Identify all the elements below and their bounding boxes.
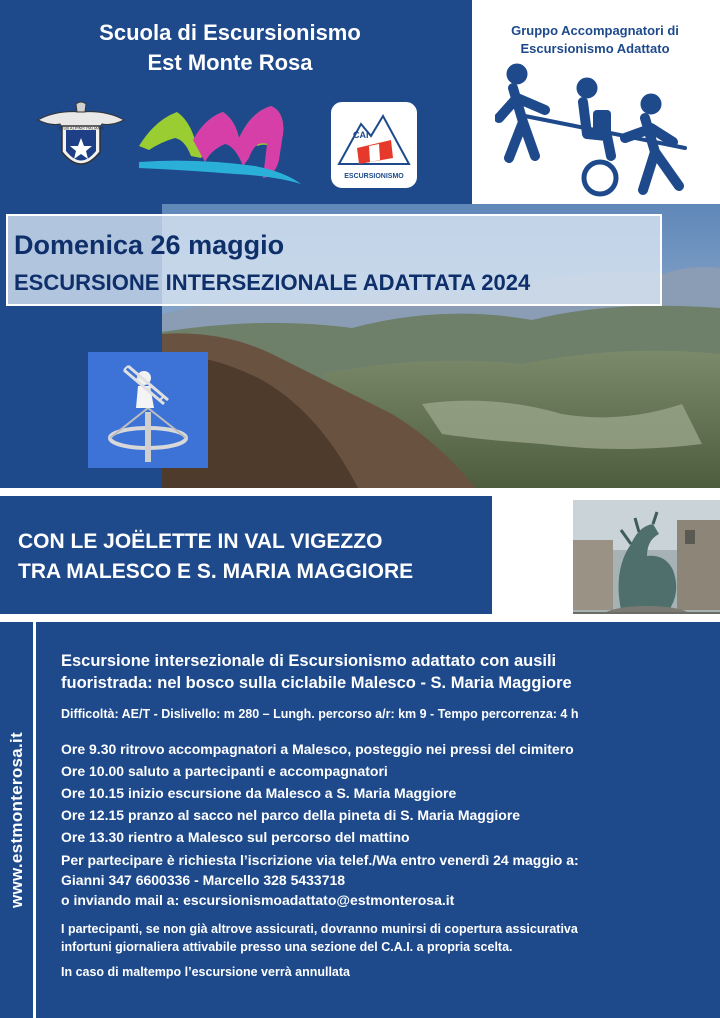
esc-logo-bottom-text: ESCURSIONISMO bbox=[344, 173, 404, 180]
cai-eagle-logo bbox=[36, 100, 126, 180]
difficulty-info: Difficoltà: AE/T - Dislivello: m 280 – Lungh. percorso a/r: km 9 - Tempo percorrenza: 4 h bbox=[61, 707, 579, 721]
contact-line1: Per partecipare è richiesta l’iscrizione via telef./Wa entro venerdì 24 maggio a: bbox=[61, 852, 579, 868]
esc-logo-cai-text: CAI bbox=[353, 130, 369, 140]
subtitle-panel bbox=[0, 496, 492, 614]
subtitle-line2: TRA MALESCO E S. MARIA MAGGIORE bbox=[18, 560, 414, 583]
schedule-item: Ore 9.30 ritrovo accompagnatori a Malesco, posteggio nei pressi del cimitero bbox=[61, 741, 574, 757]
school-title-line1: Scuola di Escursionismo bbox=[99, 20, 361, 45]
insurance-line2: infortuni giornaliera attivabile presso una sezione del C.A.I. a propria scelta. bbox=[61, 940, 513, 954]
schedule-item: Ore 10.00 saluto a partecipanti e accompagnatori bbox=[61, 763, 388, 779]
insurance-note bbox=[61, 920, 578, 956]
cai-escursionismo-logo bbox=[328, 99, 420, 191]
schedule-list bbox=[61, 738, 574, 848]
event-date: Domenica 26 maggio bbox=[14, 230, 285, 260]
dragon-statue-photo bbox=[573, 500, 720, 630]
vertical-divider bbox=[33, 622, 36, 1018]
website-link[interactable]: www.estmonterosa.it bbox=[7, 731, 26, 909]
cai-logo-text: CLUB ALPINO ITALIANO bbox=[58, 125, 104, 131]
website-vertical bbox=[2, 720, 32, 920]
event-title: ESCURSIONE INTERSEZIONALE ADATTATA 2024 bbox=[14, 270, 531, 295]
subtitle-line1: CON LE JOËLETTE IN VAL VIGEZZO bbox=[18, 530, 383, 553]
schedule-item: Ore 12.15 pranzo al sacco nel parco della pineta di S. Maria Maggiore bbox=[61, 807, 521, 823]
school-title bbox=[0, 18, 460, 78]
schedule-item: Ore 13.30 rientro a Malesco sul percorso del mattino bbox=[61, 829, 410, 845]
info-separator bbox=[0, 614, 720, 622]
bad-weather-note: In caso di maltempo l’escursione verrà annullata bbox=[61, 965, 350, 979]
group-title-line2: Escursionismo Adattato bbox=[520, 41, 670, 56]
joelette-pictogram bbox=[495, 60, 710, 200]
contact-phones[interactable]: Gianni 347 6600336 - Marcello 328 5433718 bbox=[61, 872, 346, 888]
chimney-sweep-statue-photo bbox=[88, 352, 208, 468]
escursionismo-mountain-icon bbox=[331, 102, 417, 188]
white-divider bbox=[0, 488, 720, 496]
group-title-line1: Gruppo Accompagnatori di bbox=[511, 23, 679, 38]
school-title-line2: Est Monte Rosa bbox=[147, 50, 313, 75]
description bbox=[61, 650, 572, 694]
description-line2: fuoristrada: nel bosco sulla ciclabile Malesco - S. Maria Maggiore bbox=[61, 674, 572, 692]
monte-rosa-logo bbox=[135, 100, 305, 192]
group-title bbox=[480, 22, 710, 58]
description-line1: Escursione intersezionale di Escursionismo adattato con ausili bbox=[61, 652, 557, 670]
contact-email[interactable]: o inviando mail a: escursionismoadattato@estmonterosa.it bbox=[61, 892, 455, 908]
schedule-item: Ore 10.15 inizio escursione da Malesco a S. Maria Maggiore bbox=[61, 785, 457, 801]
insurance-line1: I partecipanti, se non già altrove assicurati, dovranno munirsi di copertura assicurativa bbox=[61, 922, 578, 936]
contact-info bbox=[61, 850, 579, 910]
